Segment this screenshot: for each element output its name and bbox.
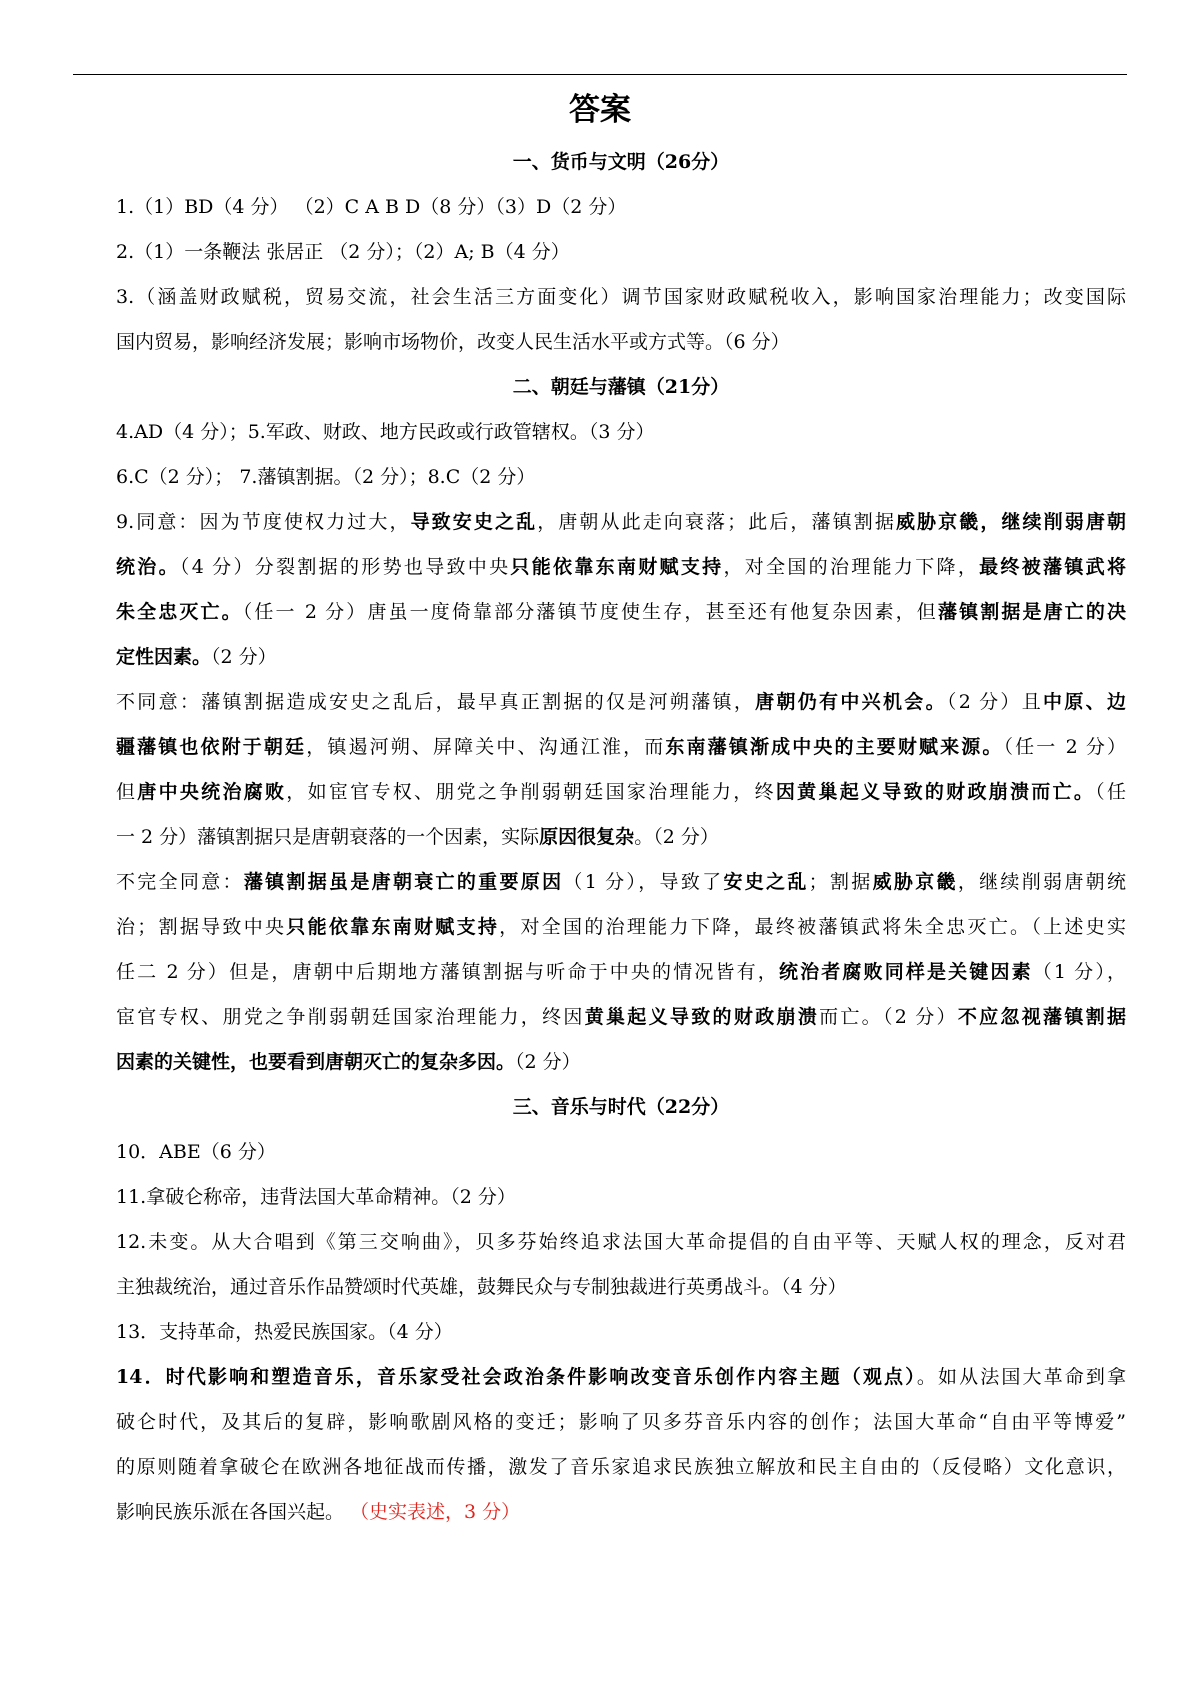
answer-text: 。（2 分） (634, 826, 719, 848)
answer-line (116, 277, 1126, 317)
answer-text: 国内贸易，影响经济发展；影响市场物价，改变人民生活水平或方式等。（6 分） (116, 331, 790, 353)
answer-text: 一 2 分）藩镇割据只是唐朝衰落的一个因素，实际 (116, 826, 540, 848)
answer-text: （任一 2 分）唐虽一度倚靠部分藩镇节度使生存，甚至还有他复杂因素，但 (242, 601, 938, 623)
answer-line (116, 1132, 1126, 1172)
section-heading: 三、音乐与时代（22分） (512, 1096, 730, 1118)
bold-keypoint: 朱全忠灭亡。 (116, 601, 243, 623)
answer-line (116, 727, 1126, 767)
answer-line (116, 817, 1126, 857)
answer-line (116, 1177, 1126, 1217)
answer-line (116, 1447, 1126, 1487)
answer-line (116, 592, 1126, 632)
answer-text: （任一 2 分） (1003, 736, 1126, 758)
answer-content (116, 142, 1126, 1537)
bold-keypoint: 唐朝仍有中兴机会。 (755, 691, 947, 713)
answer-text: 2.（1）一条鞭法 张居正 （2 分）；（2）A; B（4 分） (116, 241, 570, 263)
answer-line (116, 772, 1126, 812)
answer-line (116, 1492, 1126, 1532)
answer-line (116, 412, 1126, 452)
answer-text: 影响民族乐派在各国兴起。 (116, 1501, 351, 1523)
answer-text: （1 分）， (1032, 961, 1126, 983)
answer-line (116, 232, 1126, 272)
answer-line (116, 907, 1126, 947)
answer-text: ，继续削弱唐朝统 (957, 871, 1126, 893)
bold-keypoint: 藩镇割据是唐亡的决 (937, 601, 1126, 623)
bold-keypoint: 中原、边 (1043, 691, 1126, 713)
answer-text: （任 (1095, 781, 1126, 803)
answer-text: （2 分） (211, 646, 277, 668)
answer-text: 治；割据导致中央 (116, 916, 287, 938)
answer-text: 但 (116, 781, 138, 803)
bold-keypoint: 统治。 (116, 556, 180, 578)
answer-text: 主独裁统治，通过音乐作品赞颂时代英雄，鼓舞民众与专制独裁进行英勇战斗。（4 分） (116, 1276, 847, 1298)
answer-text: 的原则随着拿破仑在欧洲各地征战而传播，激发了音乐家追求民族独立解放和民主自由的（反侵略）文化意识， (116, 1456, 1126, 1478)
bold-keypoint: 只能依靠东南财赋支持 (286, 916, 500, 938)
answer-line (116, 1402, 1126, 1442)
answer-text: 6.C（2 分）； 7.藩镇割据。（2 分）；8.C（2 分） (116, 466, 536, 488)
score-note: （史实表述，3 分） (350, 1501, 521, 1523)
answer-text: 。如从法国大革命到拿 (916, 1366, 1126, 1388)
bold-keypoint: 因黄巢起义导致的财政崩溃而亡。 (775, 781, 1096, 803)
answer-line (116, 1312, 1126, 1352)
section-heading: 二、朝廷与藩镇（21分） (512, 376, 730, 398)
answer-text: ，如宦官专权、朋党之争削弱朝廷国家治理能力，终 (286, 781, 776, 803)
answer-text: ，对全国的治理能力下降，最终被藩镇武将朱全忠灭亡。（上述史实 (499, 916, 1126, 938)
bold-keypoint: 14．时代影响和塑造音乐，音乐家受社会政治条件影响改变音乐创作内容主题（观点） (116, 1366, 917, 1388)
answer-line (116, 862, 1126, 902)
bold-keypoint: 黄巢起义导致的财政崩溃 (584, 1006, 820, 1028)
answer-text: 10．ABE（6 分） (116, 1141, 276, 1163)
bold-keypoint: 因素的关键性，也要看到唐朝灭亡的复杂多因。 (116, 1051, 516, 1073)
bold-keypoint: 原因很复杂 (539, 826, 635, 848)
bold-keypoint: 导致安史之乱 (410, 511, 538, 533)
answer-line (116, 637, 1126, 677)
answer-line (116, 547, 1126, 587)
bold-keypoint: 只能依靠东南财赋支持 (510, 556, 724, 578)
answer-text: ，唐朝从此走向衰落；此后，藩镇割据 (537, 511, 896, 533)
answer-text: 12.未变。从大合唱到《第三交响曲》，贝多芬始终追求法国大革命提倡的自由平等、天赋人权的理念，反对君 (116, 1231, 1126, 1253)
header-rule (73, 74, 1127, 75)
answer-text: （2 分）且 (946, 691, 1044, 713)
bold-keypoint: 疆藩镇也依附于朝廷 (116, 736, 307, 758)
answer-text: （4 分）分裂割据的形势也导致中央 (179, 556, 511, 578)
answer-line (116, 502, 1126, 542)
answer-text: 13．支持革命，热爱民族国家。（4 分） (116, 1321, 453, 1343)
answer-line (116, 952, 1126, 992)
answer-text: ，对全国的治理能力下降， (723, 556, 980, 578)
section-heading: 一、货币与文明（26分） (512, 151, 730, 173)
answer-text: 不同意：藩镇割据造成安史之乱后，最早真正割据的仅是河朔藩镇， (116, 691, 756, 713)
answer-line (116, 1267, 1126, 1307)
answer-text: 任二 2 分）但是，唐朝中后期地方藩镇割据与听命于中央的情况皆有， (116, 961, 779, 983)
answer-line (116, 997, 1126, 1037)
bold-keypoint: 威胁京畿 (872, 871, 958, 893)
bold-keypoint: 定性因素。 (116, 646, 212, 668)
answer-text: 1.（1）BD（4 分） （2）C A B D（8 分）（3）D（2 分） (116, 196, 627, 218)
answer-line (116, 457, 1126, 497)
bold-keypoint: 藩镇割据虽是唐朝衰亡的重要原因 (243, 871, 564, 893)
answer-text: 11.拿破仑称帝，违背法国大革命精神。（2 分） (116, 1186, 516, 1208)
answer-text: ；割据 (808, 871, 873, 893)
answer-line (116, 682, 1126, 722)
answer-line (116, 1042, 1126, 1082)
answer-line (116, 1357, 1126, 1397)
answer-text: 宦官专权、朋党之争削弱朝廷国家治理能力，终因 (116, 1006, 585, 1028)
answer-line (116, 1222, 1126, 1262)
answer-text: 3.（涵盖财政赋税，贸易交流，社会生活三方面变化）调节国家财政赋税收入，影响国家治理能力；改变国际 (116, 286, 1126, 308)
bold-keypoint: 威胁京畿，继续削弱唐朝 (895, 511, 1126, 533)
answer-line (116, 187, 1126, 227)
page-title: 答案 (569, 92, 631, 128)
answer-text: 不完全同意： (116, 871, 244, 893)
answer-text: 而亡。（2 分） (819, 1006, 958, 1028)
answer-text: （2 分） (515, 1051, 581, 1073)
bold-keypoint: 安史之乱 (723, 871, 809, 893)
bold-keypoint: 统治者腐败同样是关键因素 (778, 961, 1033, 983)
bold-keypoint: 东南藩镇渐成中央的主要财赋来源。 (665, 736, 1004, 758)
answer-line (116, 322, 1126, 362)
bold-keypoint: 唐中央统治腐败 (137, 781, 287, 803)
answer-text: 4.AD（4 分）；5.军政、财政、地方民政或行政管辖权。（3 分） (116, 421, 655, 443)
answer-text: （1 分），导致了 (563, 871, 724, 893)
bold-keypoint: 最终被藩镇武将 (979, 556, 1126, 578)
answer-text: 9.同意：因为节度使权力过大， (116, 511, 411, 533)
bold-keypoint: 不应忽视藩镇割据 (957, 1006, 1126, 1028)
answer-text: ，镇遏河朔、屏障关中、沟通江淮，而 (306, 736, 666, 758)
answer-text: 破仑时代，及其后的复辟，影响歌剧风格的变迁；影响了贝多芬音乐内容的创作；法国大革命“自由平等博爱” (116, 1411, 1126, 1433)
